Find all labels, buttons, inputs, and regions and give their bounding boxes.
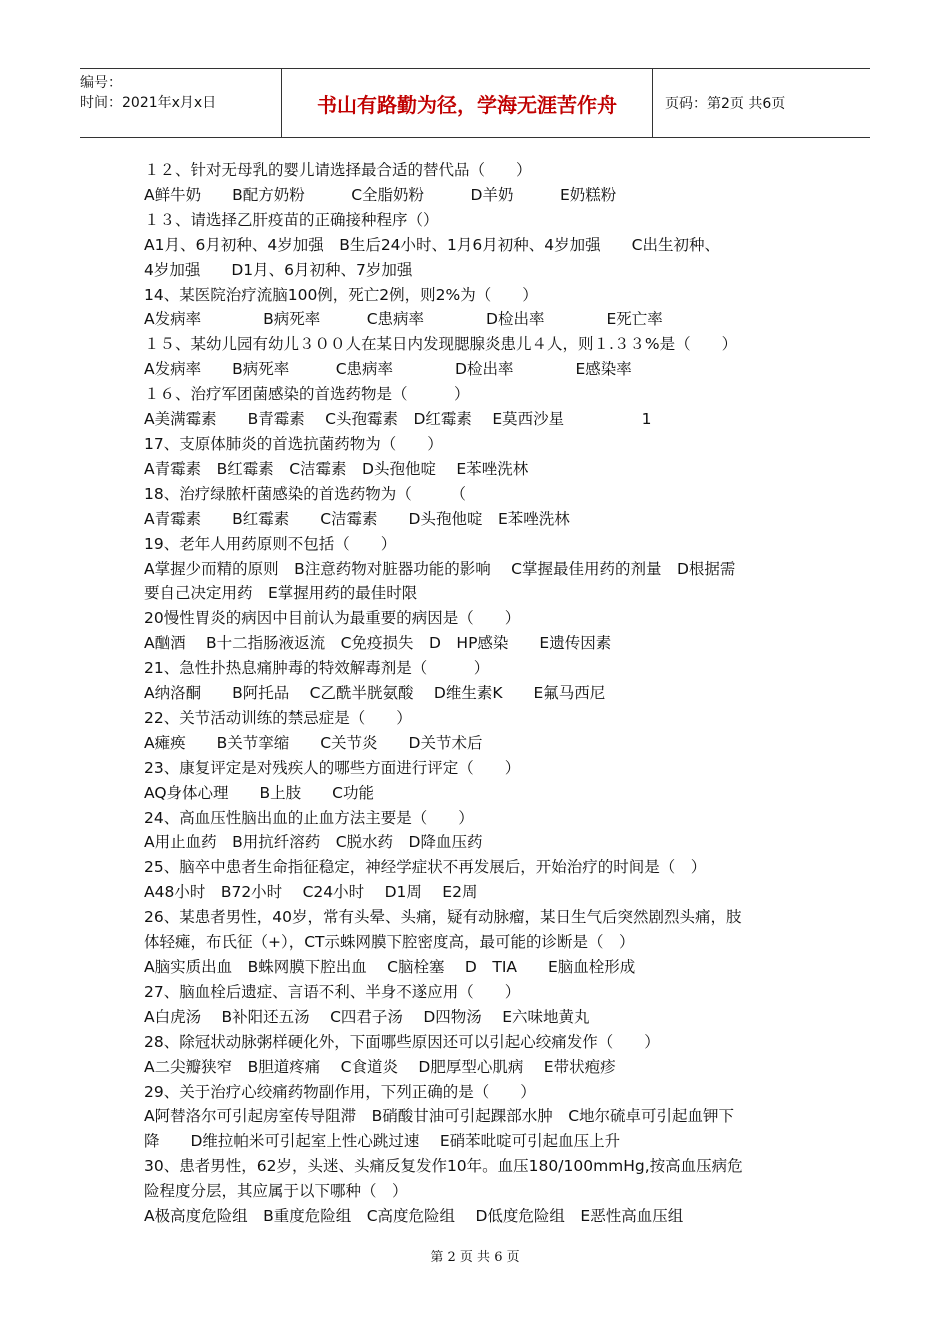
text-line: 30、患者男性，62岁，头迷、头痛反复发作10年。血压180/100mmHg,按高血压病危: [144, 1157, 743, 1176]
text-line: 要自己决定用药 E掌握用药的最佳时限: [144, 584, 418, 603]
text-line: 14、某医院治疗流脑100例，死亡2例，则2%为（ ）: [144, 285, 538, 304]
text-line: 21、急性扑热息痛肿毒的特效解毒剂是（ ）: [144, 659, 490, 678]
text-line: A青霉素 B红霉素 C洁霉素 D头孢他啶 E苯唑洗林: [144, 509, 570, 528]
text-line: A二尖瓣狭窄 B胆道疼痛 C食道炎 D肥厚型心肌病 E带状疱疹: [144, 1057, 616, 1076]
text-line: 23、康复评定是对残疾人的哪些方面进行评定（ ）: [144, 758, 521, 777]
document-number-label: 编号：: [80, 75, 122, 91]
text-line: A用止血药 B用抗纤溶药 C脱水药 D降血压药: [144, 833, 483, 852]
text-line: A极高度危险组 B重度危险组 C高度危险组 D低度危险组 E恶性高血压组: [144, 1207, 684, 1226]
text-line: 29、关于治疗心绞痛药物副作用，下列正确的是（ ）: [144, 1082, 536, 1101]
header-meta: [80, 69, 281, 137]
header-motto: 书山有路勤为径，学海无涯苦作舟: [281, 69, 653, 137]
text-line: A掌握少而精的原则 B注意药物对脏器功能的影响 C掌握最佳用药的剂量 D根据需: [144, 559, 736, 578]
text-line: 险程度分层，其应属于以下哪种（ ）: [144, 1182, 408, 1201]
text-line: A纳洛酮 B阿托品 C乙酰半胱氨酸 D维生素K E氟马西尼: [144, 684, 606, 703]
text-line: AQ身体心理 B上肢 C功能: [144, 783, 374, 802]
text-line: A发病率 B病死率 C患病率 D检出率 E感染率: [144, 360, 632, 379]
text-line: A阿替洛尔可引起房室传导阻滞 B硝酸甘油可引起踝部水肿 C地尔硫卓可引起血钾下: [144, 1107, 735, 1126]
text-line: A瘫痪 B关节挛缩 C关节炎 D关节术后: [144, 733, 483, 752]
text-line: A鲜牛奶 B配方奶粉 C全脂奶粉 D羊奶 E奶糕粉: [144, 185, 617, 204]
text-line: 26、某患者男性，40岁，常有头晕、头痛，疑有动脉瘤，某日生气后突然剧烈头痛，肢: [144, 908, 742, 927]
text-line: 22、关节活动训练的禁忌症是（ ）: [144, 708, 412, 727]
text-line: １２、针对无母乳的婴儿请选择最合适的替代品（ ）: [144, 161, 532, 179]
text-line: 体轻瘫，布氏征（+），CT示蛛网膜下腔密度高，最可能的诊断是（ ）: [144, 933, 635, 952]
exam-questions: [144, 158, 804, 1229]
text-line: １５、某幼儿园有幼儿３００人在某日内发现腮腺炎患儿４人，则１.３３%是（ ）: [144, 335, 738, 354]
text-line: 25、脑卒中患者生命指征稳定，神经学症状不再发展后，开始治疗的时间是（ ）: [144, 858, 707, 877]
text-line: A酗酒 B十二指肠液返流 C免疫损失 D HP感染 E遗传因素: [144, 634, 612, 653]
text-line: A白虎汤 B补阳还五汤 C四君子汤 D四物汤 E六味地黄丸: [144, 1007, 590, 1026]
document-date-label: 时间：2021年x月x日: [80, 95, 217, 111]
text-line: A青霉素 B红霉素 C洁霉素 D头孢他啶 E苯唑洗林: [144, 459, 529, 478]
text-line: A美满霉素 B青霉素 C头孢霉素 D红霉素 E莫西沙星 1: [144, 410, 652, 429]
text-line: 4岁加强 D1月、6月初种、7岁加强: [144, 260, 413, 279]
text-line: 19、老年人用药原则不包括（ ）: [144, 534, 397, 553]
text-line: A1月、6月初种、4岁加强 B生后24小时、1月6月初种、4岁加强 C出生初种、: [144, 235, 720, 254]
text-line: １６、治疗军团菌感染的首选药物是（ ）: [144, 385, 470, 404]
header-page-label: 页码：第2页 共6页: [665, 96, 786, 112]
document-header: [80, 68, 870, 138]
text-line: 17、支原体肺炎的首选抗菌药物为（ ）: [144, 434, 443, 453]
text-line: 27、脑血栓后遗症、言语不利、半身不遂应用（ ）: [144, 982, 521, 1001]
text-line: 20慢性胃炎的病因中目前认为最重要的病因是（ ）: [144, 609, 521, 628]
text-line: A发病率 B病死率 C患病率 D检出率 E死亡率: [144, 310, 663, 329]
text-line: 18、治疗绿脓杆菌感染的首选药物为（ （: [144, 484, 466, 503]
page-footer: 第 2 页 共 6 页: [430, 1250, 520, 1265]
text-line: A脑实质出血 B蛛网膜下腔出血 C脑栓塞 D TIA E脑血栓形成: [144, 958, 636, 976]
text-line: A48小时 B72小时 C24小时 D1周 E2周: [144, 883, 478, 902]
text-line: １３、请选择乙肝疫苗的正确接种程序（）: [144, 210, 439, 229]
text-line: 28、除冠状动脉粥样硬化外，下面哪些原因还可以引起心绞痛发作（ ）: [144, 1032, 660, 1051]
text-line: 降 D维拉帕米可引起室上性心跳过速 E硝苯吡啶可引起血压上升: [144, 1132, 621, 1151]
text-line: 24、高血压性脑出血的止血方法主要是（ ）: [144, 808, 474, 827]
